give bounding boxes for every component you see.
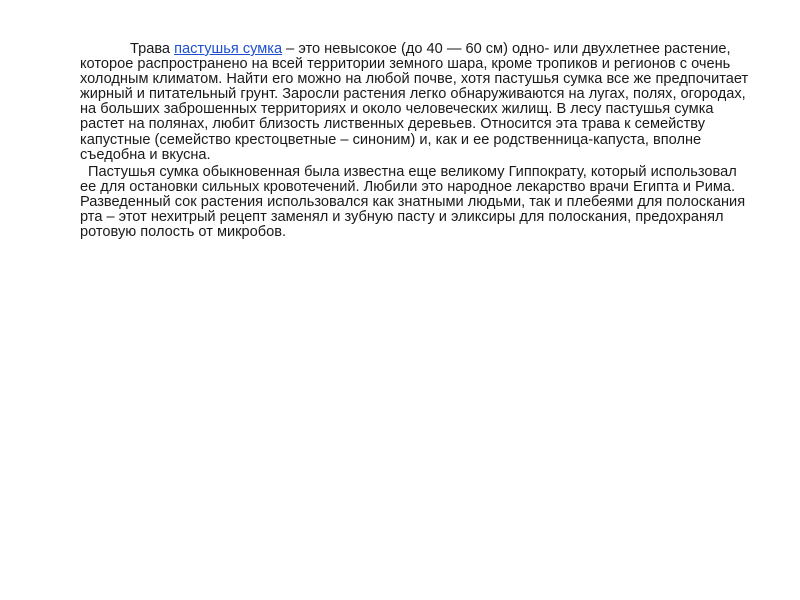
paragraph-1: [80, 42, 752, 163]
paragraph-2: Пастушья сумка обыкновенная была известна еще великому Гиппократу, который использовал ее для остановки сильных кровотечений. Любили это народное лекарство врачи Египта и Рима. Разведенный сок растения использовался как знатными людьми, так и плебеями для полоскания рта – этот нехитрый рецепт заменял и зубную пасту и эликсиры для полоскания, предохранял ротовую полость от микробов.: [80, 163, 746, 241]
shepherds-purse-link[interactable]: пастушья сумка: [174, 41, 283, 57]
text-block: [80, 42, 752, 240]
paragraph-1-lead: Трава: [130, 41, 175, 57]
paragraph-1-text: – это невысокое (до 40 — 60 см) одно- или двухлетнее растение, которое распространено на всей территории земного шара, кроме тропиков и регионов с очень холодным климатом. Найти его можно на любой почве, хотя пастушья сумка все же предпочитает жирный и питательный грунт. Заросли растения легко обнаруживаются на лугах, полях, огородах, на больших заброшенных территориях и около человеческих жилищ. В лесу пастушья сумка растет на полянах, любит близость лиственных деревьев. Относится эта трава к семейству капустные (семейство крестоцветные – синоним) и, как и ее родственница-капуста, вполне съедобна и вкусна.: [80, 41, 749, 163]
